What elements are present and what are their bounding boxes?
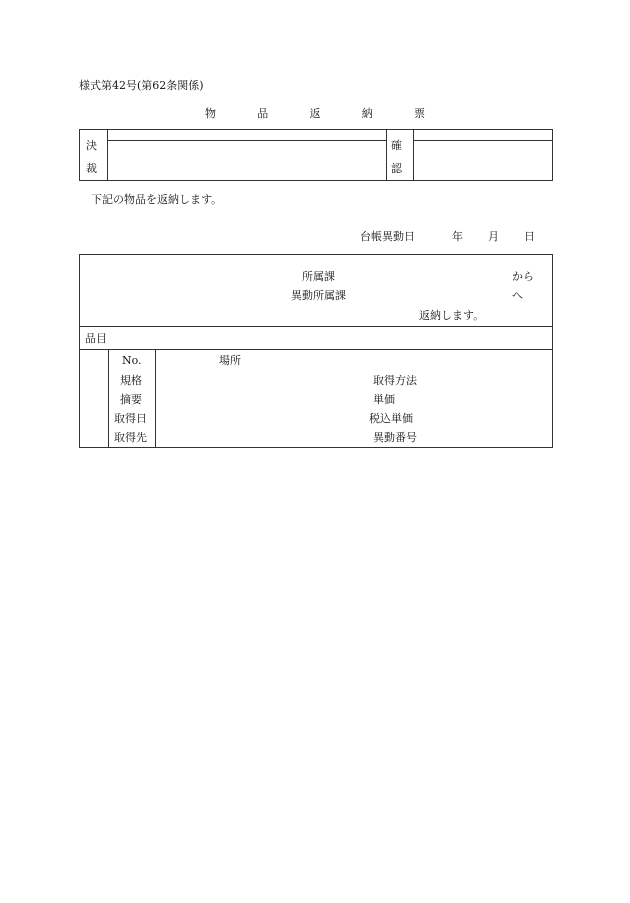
divider <box>80 326 552 327</box>
field-tax-included-price-label: 税込単価 <box>369 412 413 425</box>
field-spec-label: 規格 <box>120 374 142 387</box>
divider <box>107 130 108 180</box>
approval-label-char: 裁 <box>86 162 97 175</box>
confirmation-label-char: 認 <box>391 162 402 175</box>
to-department-label: 異動所属課 <box>291 289 346 302</box>
field-location-label: 場所 <box>219 354 241 367</box>
from-suffix: から <box>512 270 534 283</box>
divider <box>107 140 386 141</box>
month-label: 月 <box>488 230 499 243</box>
form-number: 様式第42号(第62条関係) <box>79 79 204 92</box>
items-label: 品目 <box>85 332 107 345</box>
ledger-date-line <box>360 231 535 242</box>
divider <box>108 349 109 447</box>
title-char: 納 <box>361 107 373 120</box>
field-acquisition-method-label: 取得方法 <box>373 374 417 387</box>
to-suffix: へ <box>512 289 523 302</box>
confirmation-label-char: 確 <box>391 139 402 152</box>
field-unit-price-label: 単価 <box>373 393 395 406</box>
title-char: 票 <box>414 107 425 120</box>
approval-label-char: 決 <box>86 139 97 152</box>
day-label: 日 <box>524 230 535 243</box>
divider <box>413 140 552 141</box>
field-transfer-number-label: 異動番号 <box>373 431 417 444</box>
field-summary-label: 摘要 <box>120 393 142 406</box>
title-char: 返 <box>309 107 321 120</box>
title-char: 品 <box>257 107 269 120</box>
from-department-label: 所属課 <box>302 270 335 283</box>
title-char: 物 <box>205 107 216 120</box>
document-title <box>205 108 425 119</box>
year-label: 年 <box>452 230 463 243</box>
approval-table <box>79 129 553 181</box>
divider <box>155 349 156 447</box>
divider <box>386 130 387 180</box>
return-details-table <box>79 254 553 448</box>
closing-text: 返納します。 <box>419 309 485 322</box>
divider <box>80 349 552 350</box>
ledger-date-label: 台帳異動日 <box>360 230 415 243</box>
divider <box>413 130 414 180</box>
field-no-label: No. <box>122 354 142 367</box>
intro-text: 下記の物品を返納します。 <box>91 193 223 206</box>
field-acquisition-date-label: 取得日 <box>114 412 147 425</box>
field-supplier-label: 取得先 <box>114 431 147 444</box>
